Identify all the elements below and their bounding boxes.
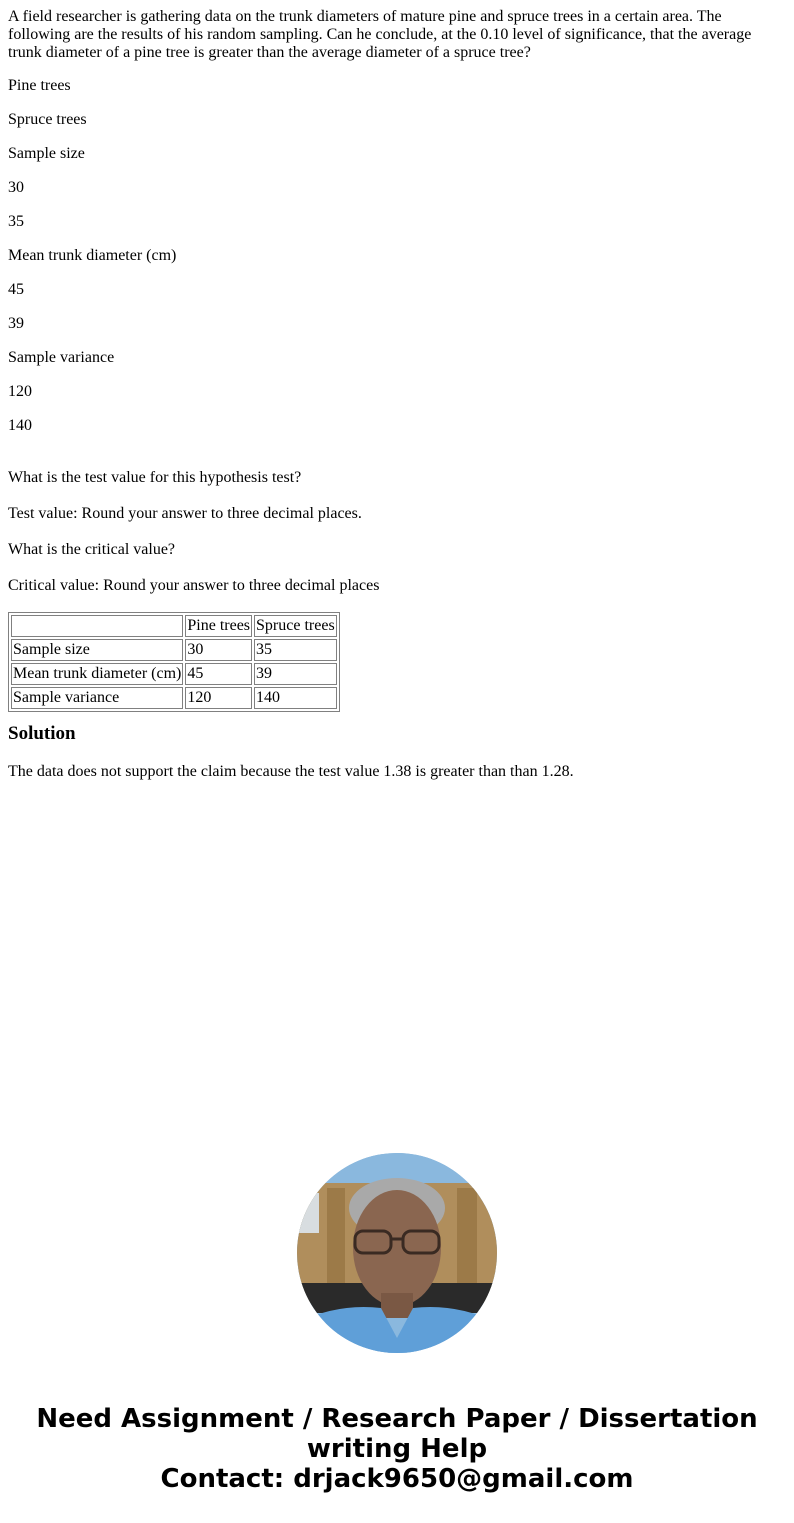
footer-line: Need Assignment / Research Paper / Dissertation xyxy=(36,1404,758,1434)
table-cell: Sample size xyxy=(11,639,183,661)
table-cell: 140 xyxy=(254,687,337,709)
table-cell: 30 xyxy=(185,639,252,661)
table-cell: Mean trunk diameter (cm) xyxy=(11,663,183,685)
table-header-cell xyxy=(11,615,183,637)
promo-footer xyxy=(0,1404,794,1494)
table-row xyxy=(11,639,337,661)
flat-line: 39 xyxy=(8,315,24,332)
author-portrait-icon xyxy=(297,1153,497,1353)
table-cell: 120 xyxy=(185,687,252,709)
table-header-cell: Spruce trees xyxy=(254,615,337,637)
flat-line: Mean trunk diameter (cm) xyxy=(8,247,177,264)
document xyxy=(0,0,794,62)
test-value-hint: Test value: Round your answer to three decimal places. xyxy=(8,505,362,522)
avatar xyxy=(297,1153,497,1353)
footer-line: writing Help xyxy=(306,1434,488,1464)
question-critical-value: What is the critical value? xyxy=(8,541,176,558)
table-header-cell: Pine trees xyxy=(185,615,252,637)
table-header-row xyxy=(11,615,337,637)
footer-contact: Contact: drjack9650@gmail.com xyxy=(160,1464,634,1494)
flat-line: Pine trees xyxy=(8,77,71,94)
question-test-value: What is the test value for this hypothesis test? xyxy=(8,469,302,486)
flat-line: 35 xyxy=(8,213,24,230)
table-cell: 35 xyxy=(254,639,337,661)
flat-line: Spruce trees xyxy=(8,111,87,128)
question-intro: A field researcher is gathering data on the trunk diameters of mature pine and spruce trees in a certain area. The following are the results of his random sampling. Can he conclude, at the 0.10 level of significance, that the average trunk diameter of a pine tree is greater than the average diameter of a spruce tree? xyxy=(8,8,752,61)
solution-text: The data does not support the claim because the test value 1.38 is greater than than 1.28. xyxy=(8,763,574,780)
flat-line: 45 xyxy=(8,281,24,298)
flat-line: Sample size xyxy=(8,145,85,162)
data-table xyxy=(8,612,340,712)
table-cell: 45 xyxy=(185,663,252,685)
table-row xyxy=(11,687,337,709)
solution-heading: Solution xyxy=(8,723,76,744)
table-cell: Sample variance xyxy=(11,687,183,709)
flat-line: 30 xyxy=(8,179,24,196)
table-cell: 39 xyxy=(254,663,337,685)
critical-value-hint: Critical value: Round your answer to three decimal places xyxy=(8,577,380,594)
table-row xyxy=(11,663,337,685)
flat-line: Sample variance xyxy=(8,349,115,366)
flat-line: 140 xyxy=(8,417,32,434)
flat-line: 120 xyxy=(8,383,32,400)
